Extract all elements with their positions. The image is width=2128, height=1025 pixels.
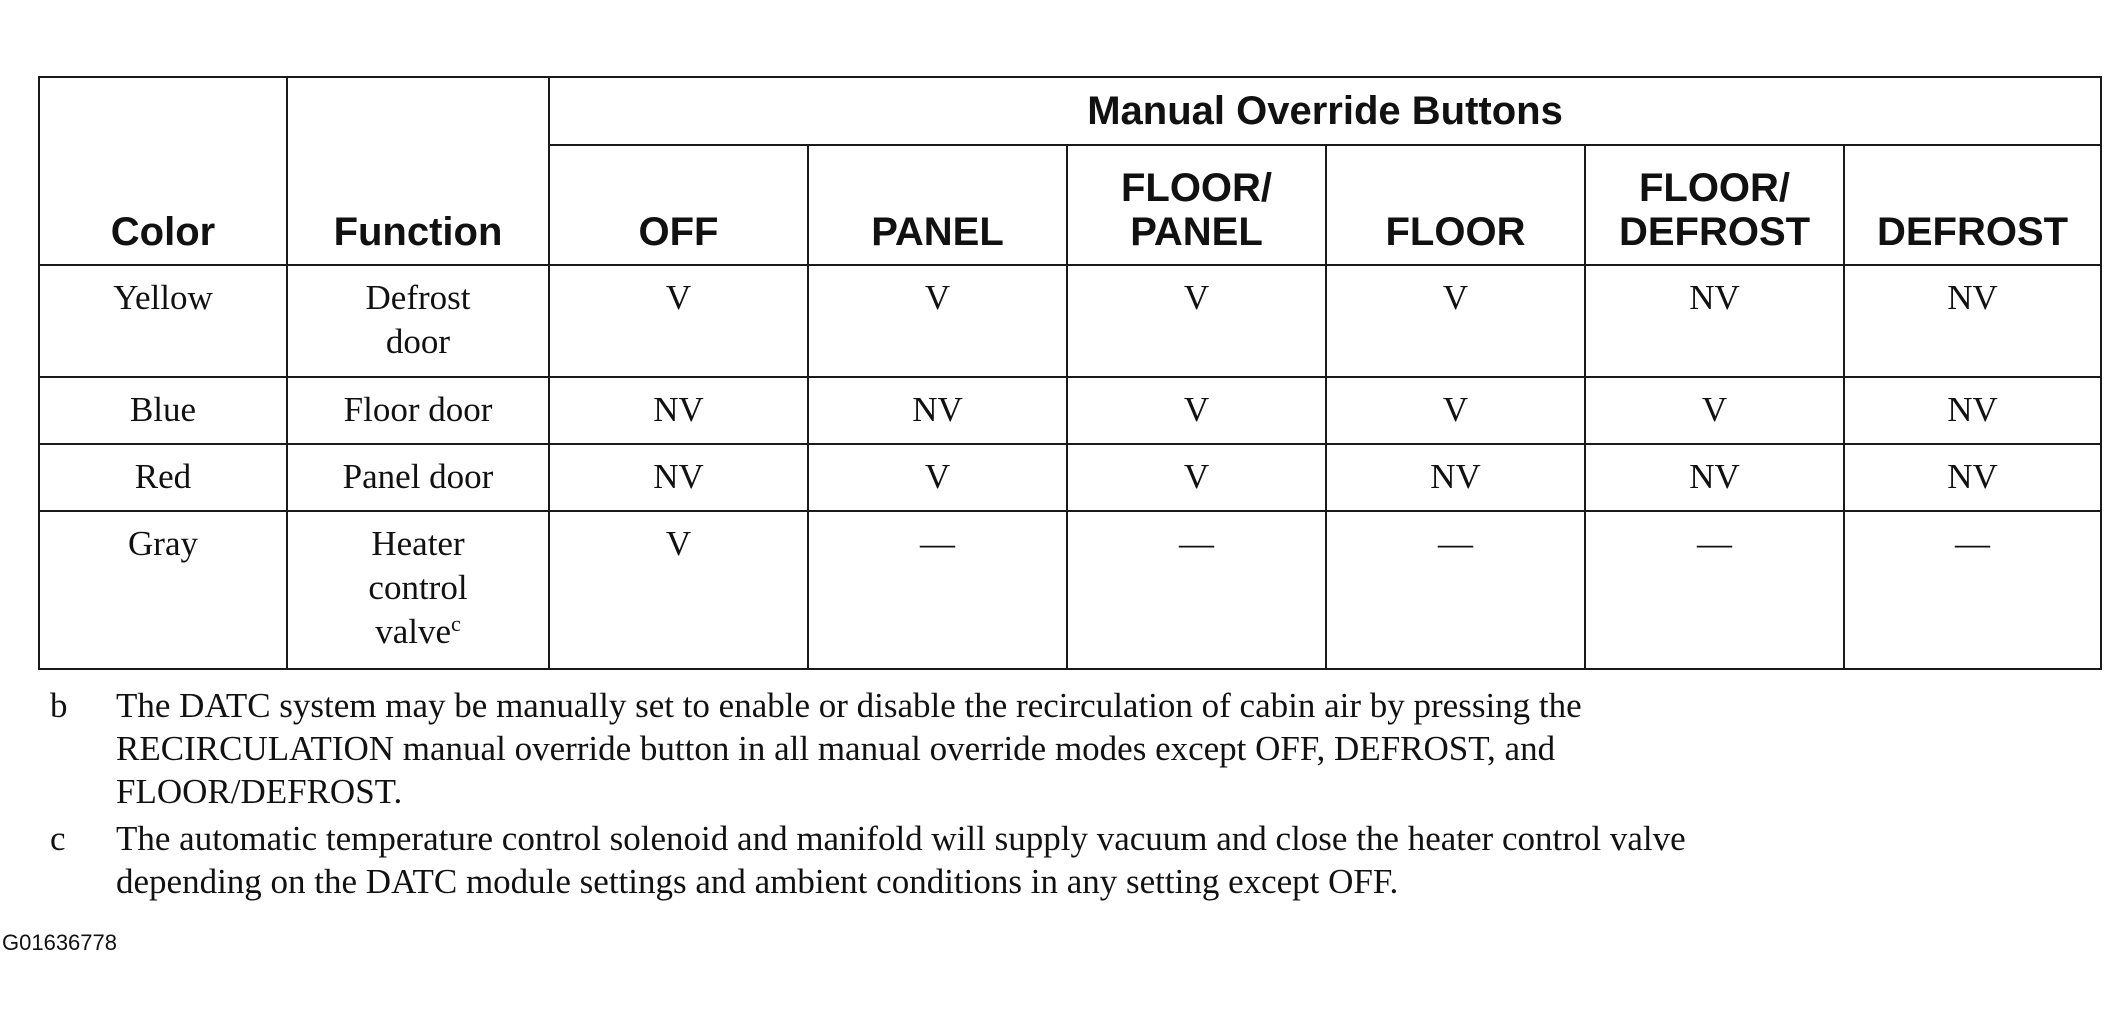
cell-floor: V: [1326, 265, 1585, 377]
cell-panel: V: [808, 444, 1067, 511]
cell-floor-defrost: NV: [1585, 265, 1844, 377]
cell-color: Gray: [39, 511, 287, 669]
cell-function-line: door: [385, 322, 451, 361]
cell-floor-panel: V: [1067, 444, 1326, 511]
header-floor-panel: [1067, 145, 1326, 265]
vacuum-table: [38, 76, 2102, 670]
footnote-line: The automatic temperature control solenoid and manifold will supply vacuum and close the heater control valve: [116, 819, 1686, 858]
header-floor-panel-line1: FLOOR/: [1120, 166, 1273, 210]
header-function: Function: [287, 77, 549, 265]
footnote-key: c: [50, 819, 66, 858]
cell-color: Red: [39, 444, 287, 511]
header-defrost: DEFROST: [1844, 145, 2101, 265]
cell-off: NV: [549, 377, 808, 444]
footnote-text: [116, 817, 2090, 903]
header-manual-override-buttons: Manual Override Buttons: [549, 77, 2101, 145]
table-row-blue: [39, 377, 2101, 444]
table-row-red: [39, 444, 2101, 511]
cell-panel: —: [808, 511, 1067, 669]
footnote-text: [116, 684, 2090, 813]
cell-color: Yellow: [39, 265, 287, 377]
figure-id: G01636778: [2, 930, 117, 955]
table-row-gray: [39, 511, 2101, 669]
cell-function: [287, 265, 549, 377]
cell-color: Blue: [39, 377, 287, 444]
footnote-line: FLOOR/DEFROST.: [116, 772, 403, 811]
header-panel: PANEL: [808, 145, 1067, 265]
footnotes: [50, 684, 2090, 907]
cell-floor-panel: V: [1067, 265, 1326, 377]
cell-defrost: NV: [1844, 377, 2101, 444]
header-row-top: [39, 77, 2101, 145]
header-off: OFF: [549, 145, 808, 265]
cell-floor: —: [1326, 511, 1585, 669]
cell-floor: NV: [1326, 444, 1585, 511]
cell-function-line: Heater: [371, 524, 465, 563]
cell-off: V: [549, 511, 808, 669]
footnote-line: RECIRCULATION manual override button in all manual override modes except OFF, DEFROST, and: [116, 729, 1556, 768]
footnote-c: [50, 817, 2090, 903]
cell-function-line: Floor door: [343, 390, 493, 429]
cell-function: [287, 511, 549, 669]
cell-defrost: —: [1844, 511, 2101, 669]
footnote-marker: c: [451, 611, 461, 636]
cell-off: V: [549, 265, 808, 377]
header-color: Color: [39, 77, 287, 265]
header-floor-defrost-line2: DEFROST: [1618, 210, 1811, 254]
table-row-yellow: [39, 265, 2101, 377]
cell-floor-panel: —: [1067, 511, 1326, 669]
footnote-key: b: [50, 686, 68, 725]
header-floor-panel-line2: PANEL: [1130, 210, 1263, 254]
cell-function-line: control: [368, 568, 468, 607]
cell-off: NV: [549, 444, 808, 511]
cell-floor: V: [1326, 377, 1585, 444]
footnote-line: The DATC system may be manually set to enable or disable the recirculation of cabin air by pressing the: [116, 686, 1582, 725]
cell-floor-defrost: —: [1585, 511, 1844, 669]
cell-floor-defrost: V: [1585, 377, 1844, 444]
cell-panel: V: [808, 265, 1067, 377]
cell-floor-panel: V: [1067, 377, 1326, 444]
cell-function-line: Panel door: [342, 457, 494, 496]
header-floor-defrost: [1585, 145, 1844, 265]
header-floor-defrost-line1: FLOOR/: [1638, 166, 1791, 210]
cell-defrost: NV: [1844, 265, 2101, 377]
footnote-line: depending on the DATC module settings and ambient conditions in any setting except OFF.: [116, 862, 1399, 901]
cell-function-line-with-footnote: [288, 610, 548, 654]
cell-floor-defrost: NV: [1585, 444, 1844, 511]
cell-defrost: NV: [1844, 444, 2101, 511]
cell-panel: NV: [808, 377, 1067, 444]
cell-function-line: Defrost: [365, 278, 471, 317]
cell-function: [287, 444, 549, 511]
cell-function-line: valve: [375, 612, 452, 651]
header-floor: FLOOR: [1326, 145, 1585, 265]
footnote-b: [50, 684, 2090, 813]
cell-function: [287, 377, 549, 444]
